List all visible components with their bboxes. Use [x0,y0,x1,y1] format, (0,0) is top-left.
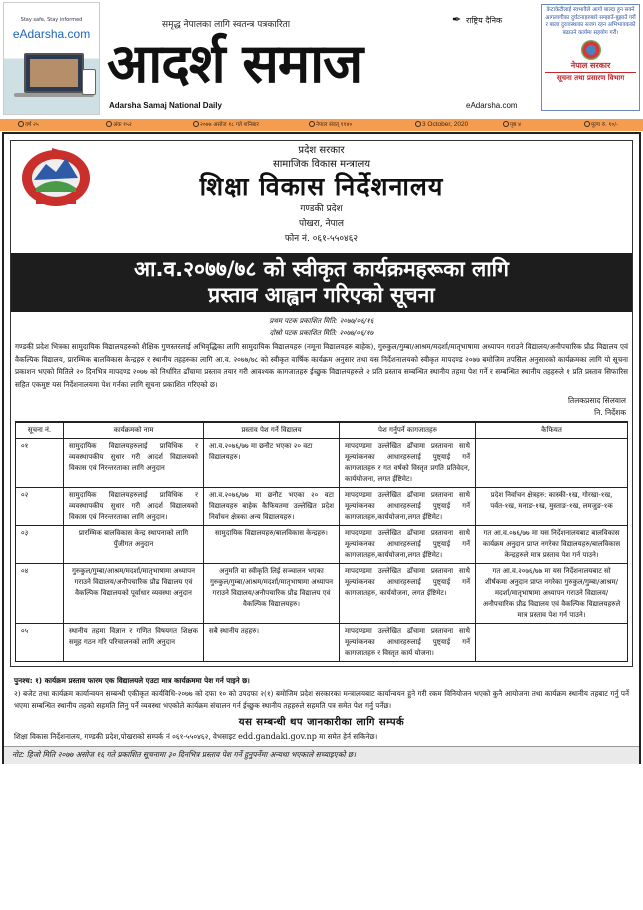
row-school: सबै स्थानीय तहहरु। [204,624,340,662]
ad-department: सूचना तथा प्रसारण विभाग [545,72,636,83]
correction-footnote: नोट: हिजो मिति २०७७ असोज १६ गते प्रकाशित सूचनामा ३० दिनभित्र प्रस्ताव पेश गर्ने हुनुपर्नेमा अन्यथा भएकाले सच्याइएको छ। [4,746,639,764]
newspaper-website[interactable]: eAdarsha.com [466,101,518,110]
ad-organization: नेपाल सरकार [570,61,611,70]
notice-title-line1: आ.व.२०७७/७८ को स्वीकृत कार्यक्रमहरूका लागि [134,257,509,281]
daily-label: राष्ट्रिय दैनिक [466,16,503,25]
row-number: ०३ [16,526,64,564]
row-school: आ.व.२०७६/७७ मा छनौट भएका २० वटा विद्यालयहरु। [204,439,340,488]
row-number: ०२ [16,488,64,526]
row-remarks: गत आ.व.२०७६/७७ मा यस निर्देशनालयबाट सो शीर्षकमा अनुदान प्राप्त नगरेका गुरुकुल/गुम्बा/आश्रम/मदर्शा/मातृभाषामा अध्यापन गराउने विद्यालय/अनौपचारिक प्रौढ विद्यालय एवं वैकल्पिक विद्यालयहरुले मात्र प्रस्ताव पेश गर्न पाउने। [476,564,628,624]
row-school: अनुमति वा स्वीकृति लिई सञ्चालन भएका गुरुकुल/गुम्बा/आश्रम/मदर्शा/मातृभाषामा अध्यापन गराउने विद्यालय/अनौपचारिक प्रौढ विद्यालय एवं वैकल्पिक विद्यालयहरु। [204,564,340,624]
phone-icon [82,69,96,95]
row-remarks [476,439,628,488]
nepal-emblem-icon [581,40,601,60]
row-documents: मापदण्डमा उल्लेखित ढाँचामा प्रस्तावना साथै मूल्यांकनका आधारहरुलाई पुष्ट्याई गर्ने कागजातहरु, कार्ययोजना, लगत ईष्टिमेट। [340,564,476,624]
row-number: ०५ [16,624,64,662]
newspaper-name-english: Adarsha Samaj National Daily [109,101,222,110]
row-number: ०१ [16,439,64,488]
notice-title-line2: प्रस्ताव आह्वान गरिएको सूचना [208,283,435,307]
issue-info-bar [0,119,643,131]
program-table [15,421,628,662]
row-program: स्थानीय तहमा विज्ञान र गणित विषयगत शिक्षक समूह गठन गरि परिचालनको लागि अनुदान [64,624,204,662]
contact-heading: यस सम्बन्धी थप जानकारीका लागि सम्पर्क [238,716,405,728]
row-number: ०४ [16,564,64,624]
table-header-row [16,422,628,439]
row-documents: मापदण्डमा उल्लेखित ढाँचामा प्रस्तावना साथै मूल्यांकनका आधारहरुलाई पुष्ट्याई गर्ने कागजातहरु र विस्तृत कार्य योजना। [340,624,476,662]
row-school: सामुदायिक विद्यालयहरु/बालविकास केन्द्रहरु। [204,526,340,564]
signatory-title: नि. निर्देशक [594,408,626,418]
row-documents: मापदण्डमा उल्लेखित ढाँचामा प्रस्तावना साथै मूल्यांकनका आधारहरुलाई पुष्ट्याई गर्ने कागजातहरु,कार्ययोजना,लगत ईष्टिमेट। [340,488,476,526]
row-documents: मापदण्डमा उल्लेखित ढाँचामा प्रस्तावना साथै मूल्यांकनका आधारहरुलाई पुष्ट्याई गर्ने कागजातहरु,कार्ययोजना,लगत ईष्टिमेट। [340,526,476,564]
info-page: पृष्ठ ४ [503,121,521,129]
row-school: आ.व.२०७६/७७ मा छनौट भएका २० वटा विद्यालयहरु बाहेक कैफियतमा उल्लेखित प्रदेश निर्वाचन क्षेत्रका अन्य विद्यालयहरु। [204,488,340,526]
header-proposing-school: प्रस्ताव पेश गर्ने विद्यालय [204,422,340,439]
notice-header-province: गण्डकी प्रदेश [300,204,343,214]
eadarsha-advertisement[interactable] [3,2,100,115]
table-row [16,439,628,488]
info-issue: अंक १५२ [106,121,132,129]
notice-title [11,253,632,312]
public-notice [2,132,641,764]
second-published-date: दोस्रो पटक प्रकाशित मिति: २०७७/०६/१७ [269,329,374,337]
notice-header-ministry: सामाजिक विकास मन्त्रालय [272,159,371,170]
row-program: सामुदायिक विद्यालयहरुलाई प्राविधिक र व्यवस्थापकीय सुधार गरी आदर्श विद्यालयको विकास एवं निरन्तरताका लागि अनुदान। [64,488,204,526]
row-program: प्रारम्भिक बालविकास केन्द्र स्थापनाको लागि पुँजीगत अनुदान [64,526,204,564]
newspaper-logo: आदर्श समाज [107,32,363,95]
bullet-circle-icon [106,121,112,127]
contact-info [14,731,629,743]
info-price: मूल्य रु. १०/- [584,121,618,129]
row-remarks [476,624,628,662]
row-remarks: प्रदेश निर्वाचन क्षेत्रहरु: कास्की-१ख, गोरखा-१ख, पर्वत-१ख, मनाङ-१ख, मुस्ताङ-१ख, लमजुङ-१क [476,488,628,526]
header-notice-number: सूचना नं. [16,422,64,439]
info-nepali-date: २०७७ असोज १८ गते शनिबार [193,121,259,129]
postscript-note-1: पुनश्च: १) कार्यक्रम प्रस्ताव फारम एक विद्यालयले एउटा मात्र कार्यक्रममा पेश गर्न पाइने छ। [14,676,250,686]
ad-tagline: Stay safe, Stay informed [20,17,83,23]
pen-nib-icon: ✒ [452,13,462,26]
info-nepal-samvat: नेपाल संवत् ११४० [309,121,352,129]
bullet-circle-icon [503,121,509,127]
info-english-date: 3 October, 2020 [415,121,468,129]
header-program-name: कार्यक्रमको नाम [64,422,204,439]
notice-header [11,141,632,253]
table-row [16,564,628,624]
bullet-circle-icon [584,121,590,127]
notice-postscript [14,675,629,713]
laptop-icon [24,53,84,93]
newspaper-masthead [0,0,643,119]
contact-website-link[interactable]: edd.gandaki.gov.np [238,731,317,741]
notice-body-paragraph: गण्डकी प्रदेश भित्रका सामुदायिक विद्यालयहरुको शैक्षिक गुणस्तरलाई अभिवृद्धिका लागि सामुदायिक विद्यालयहरु (नमूना विद्यालयहरु बाहेक), गुरुकुल/गुम्बा/आश्रम/मदर्शा/मातृभाषामा अध्यापन गराउने विद्यालय/अनौपचारिक प्रौढ विद्यालय एवं वैकल्पिक विद्यालय, प्रारम्भिक बालविकास केन्द्रहरु र स्थानीय तहहरुका लागि आ.व. २०७७/७८ को स्वीकृत वार्षिक कार्यक्रम अनुसार तथा यस निर्देशनालयको स्वीकृत मापदण्ड २०७७ बमोजिम तपसिल अनुसारको कार्यक्रमका लागि यो सूचना प्रकाशन भएको मितिले २० दिनभित्र मापदण्ड २०७७ को निर्धारित ढाँचामा प्रस्ताव तयार गरी आवश्यक कागजातहरु ईच्छुक विद्यालयहरुले २ प्रति प्रस्ताव सम्बन्धित स्थानीय तहमा पेश गर्ने र सम्बन्धित स्थानीय तहहरुले १ प्रति प्रस्ताव सिफारिस सहित एकमुष्ट यस निर्देशनालयमा पेश गर्नका लागि सूचना प्रकाशित गरिएको छ। [15,342,628,389]
notice-frame [10,140,633,667]
contact-text: शिक्षा विकास निर्देशनालय, गण्डकी प्रदेश,पोखराको सम्पर्क नं ०६१-५५०४६२, वेभसाइट [14,731,236,741]
row-program: गुरुकुल/गुम्बा/आश्रम/मदर्शा/मातृभाषामा अध्यापन गराउने विद्यालय/अनौपचारिक प्रौढ विद्यालय एवं वैकल्पिक विद्यालयको पूर्वाधार व्यवस्था अनुदान [64,564,204,624]
ad-message: केटाकेटीलाई स्वभावैले आगो बाल्दा हुन सक्ने आगलागीका दुर्घटनाहरुबारे सम्झाउँ-बुझाउँ गरौं र बाला दुरावस्थाका सजग रहन अभिभावकको बढाउने कार्यमा सहयोग गरौं। [545,7,636,36]
row-remarks: गत आ.व.०७६/७७ मा यस निर्देशनालयबाट बालविकास कार्यक्रम अनुदान प्राप्त नगरेका विद्यालयहरु/बालविकास केन्द्रहरुले मात्र प्रस्ताव पेश गर्न पाउने। [476,526,628,564]
row-program: सामुदायिक विद्यालयहरुलाई प्राविधिक र व्यवस्थापकीय सुधार गरी आदर्श विद्यालयको विकास एवं निरन्तरताका लागि अनुदान [64,439,204,488]
signatory [11,395,626,419]
bullet-circle-icon [193,121,199,127]
ad-site-name: eAdarsha.com [12,27,91,41]
row-documents: मापदण्डमा उल्लेखित ढाँचामा प्रस्तावना साथै मूल्यांकनका आधारहरुलाई पुष्ट्याई गर्ने कागजातहरु र गत वर्षको विस्तृत प्रगति प्रतिवेदन, कार्ययोजना, लगत ईष्टिमेट। [340,439,476,488]
signatory-name: तिलकप्रसाद सिलवाल [567,396,626,406]
header-remarks: कैफियत [476,422,628,439]
table-row [16,488,628,526]
postscript-note-2: २) बजेट तथा कार्यक्रम कार्यान्वयन सम्बन्धी एकीकृत कार्यविधि-२०७७ को दफा १० को उपदफा २(१) बमोजिम प्रदेश सरकारका मन्त्रालयबाट कार्यान्वयन हुने गरी रकम विनियोजन भएको कुनै आयोजना तथा कार्यक्रम स्थानीय तहबाट गर्नु पर्ने भएमा सम्बन्धित स्थानीय तहको सहमति लिनु पर्ने व्यवस्था भएकोले कार्यक्रम संचालन गर्न ईच्छुक स्थानीय तहहरुले सहमति पत्र समेत पेश गर्नु पर्नेछ। [14,688,629,711]
table-row [16,526,628,564]
newspaper-slogan: समृद्ध नेपालका लागि स्वतन्त्र पत्रकारिता [162,20,291,30]
notice-header-phone: फोन नं. ०६१-५५०४६२ [284,234,359,244]
notice-header-location: पोखरा, नेपाल [298,219,345,229]
bullet-circle-icon [309,121,315,127]
nepal-coat-of-arms-icon [18,144,94,210]
bullet-circle-icon [18,121,24,127]
table-row [16,624,628,662]
bullet-circle-icon [415,121,421,127]
first-published-date: प्रथम पटक प्रकाशित मिति: २०७७/०६/१६ [269,317,374,325]
header-required-documents: पेश गर्नुपर्ने कागजातहरु [340,422,476,439]
notice-header-directorate: शिक्षा विकास निर्देशनालय [199,172,444,201]
info-volume: वर्ष २५ [18,121,39,129]
contact-suffix: मा समेत हेर्न सकिनेछ। [319,731,378,741]
government-advertisement[interactable] [541,4,640,111]
notice-header-province-gov: प्रदेश सरकार [298,145,345,156]
